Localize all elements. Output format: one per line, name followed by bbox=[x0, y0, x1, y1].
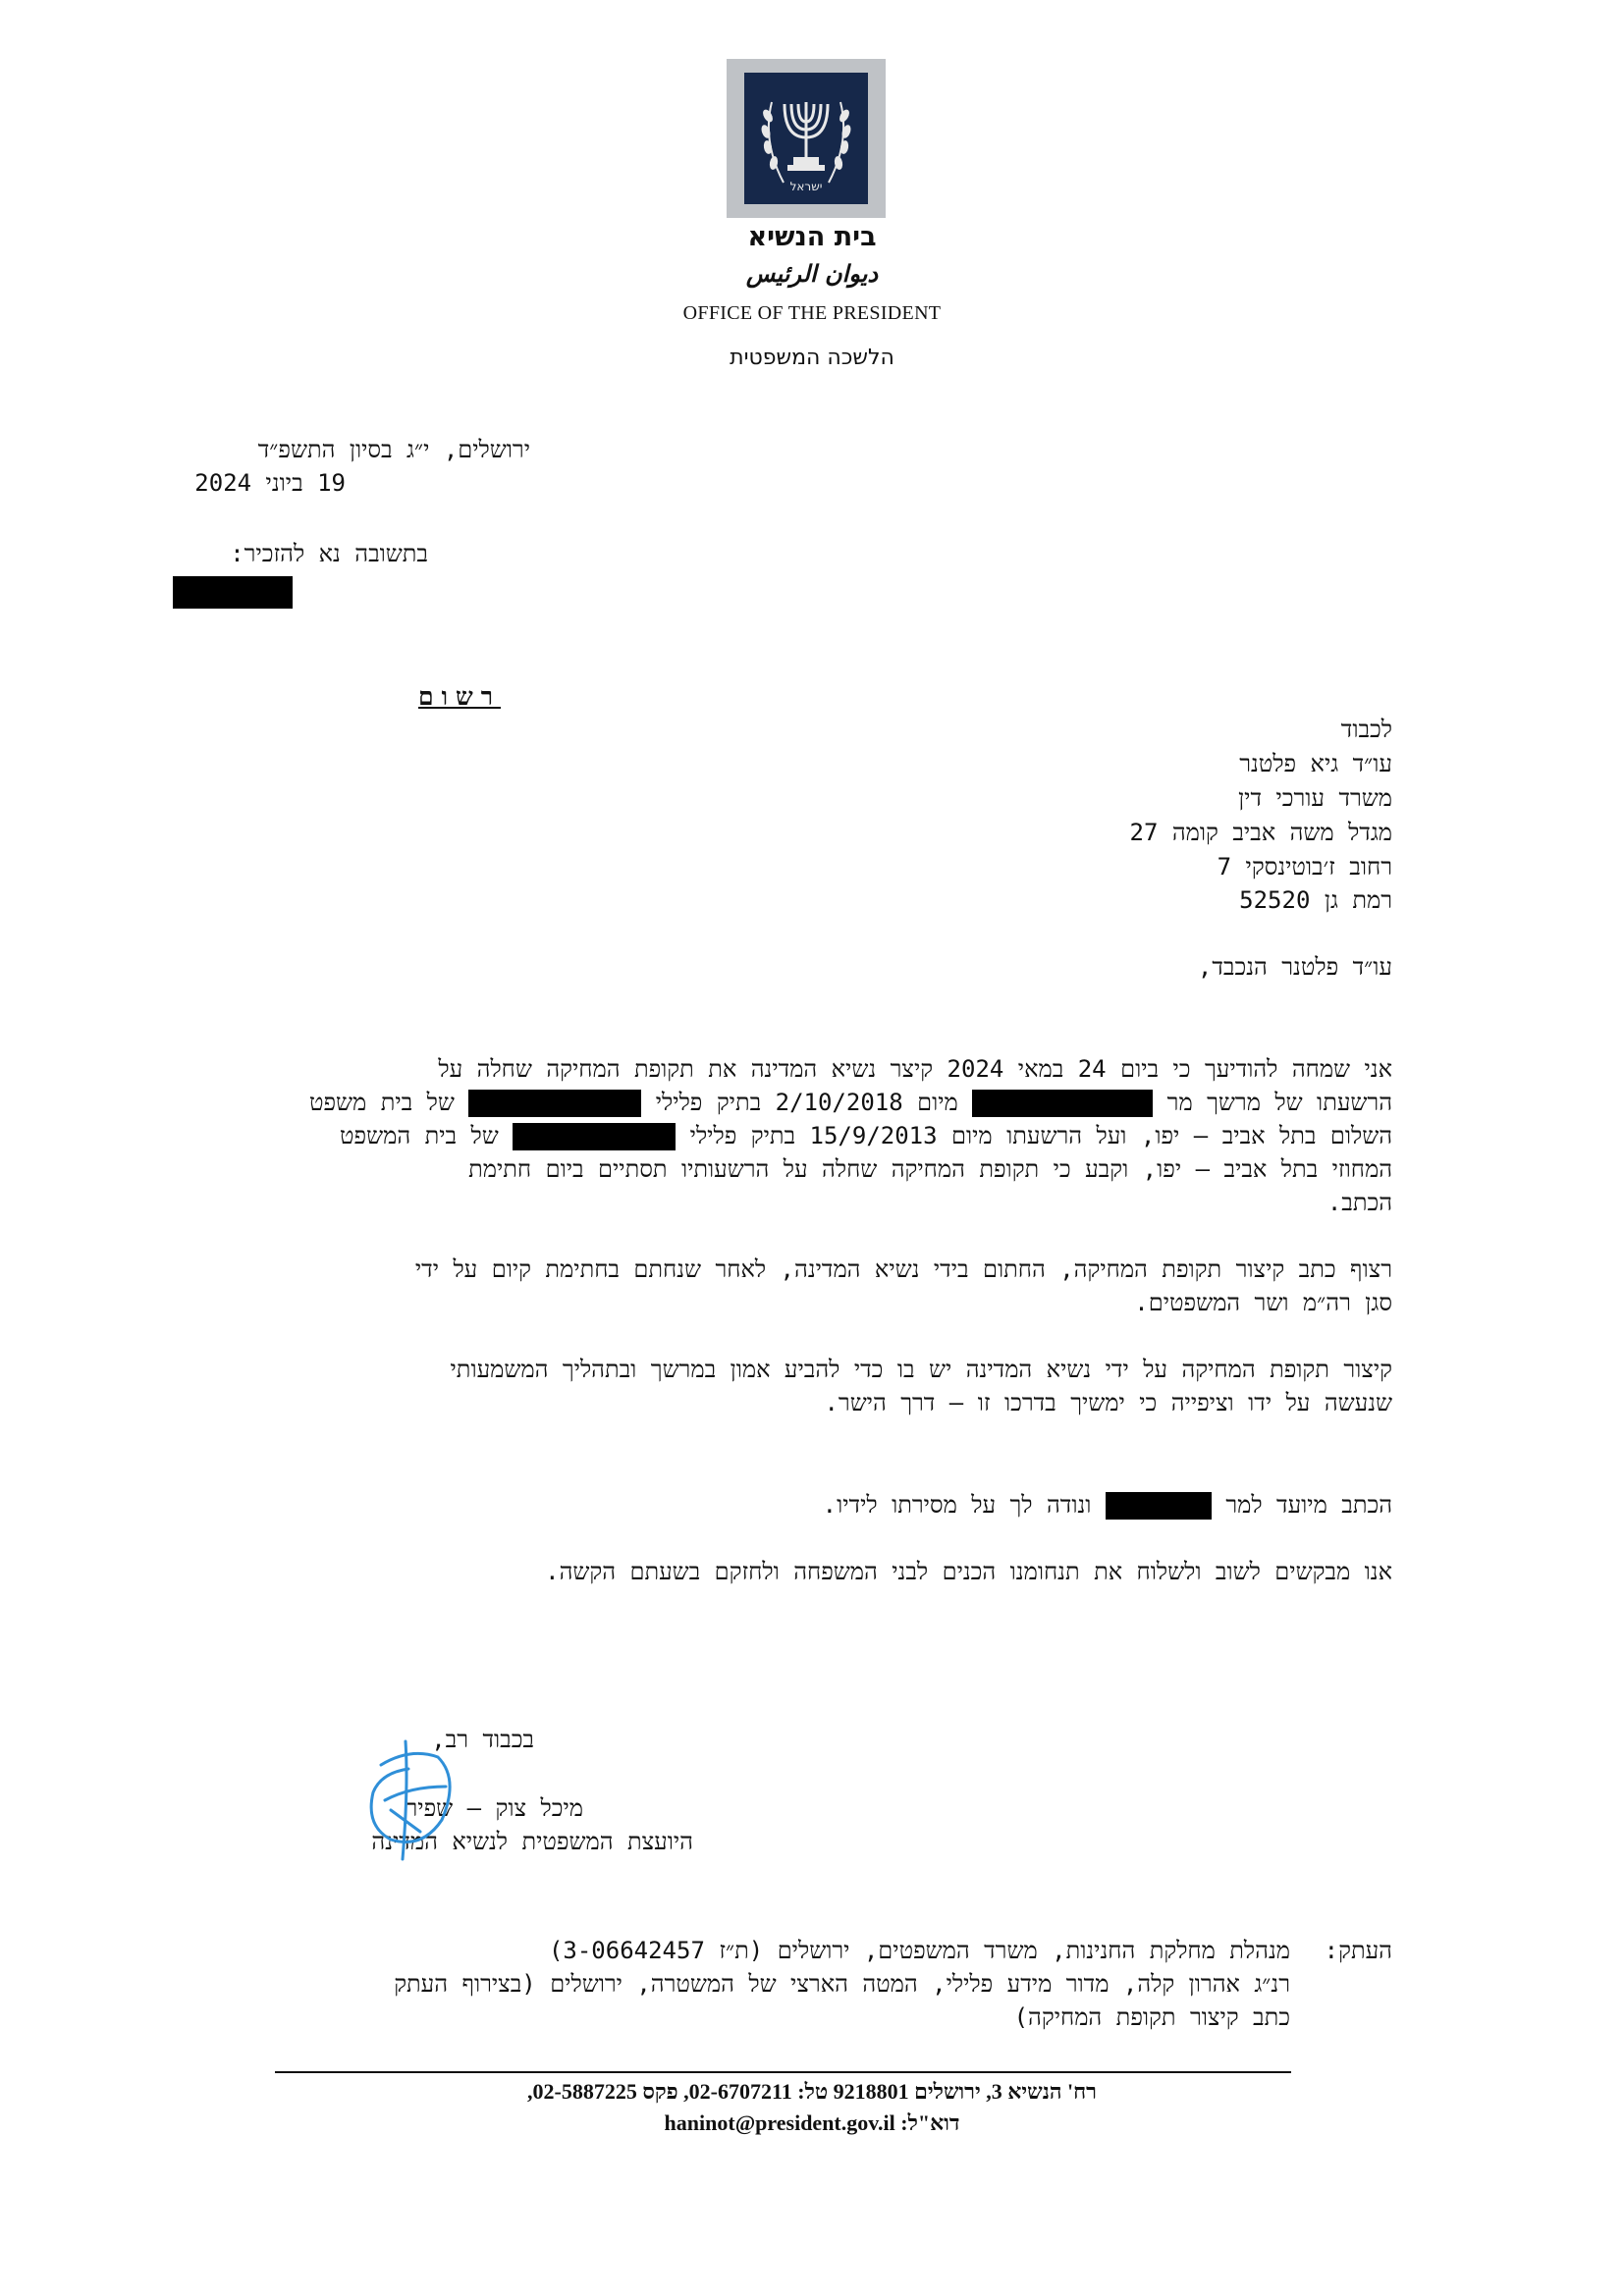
date-hebrew: ירושלים, י״ג בסיון התשפ״ד bbox=[257, 436, 530, 463]
menorah-emblem-icon bbox=[744, 73, 868, 204]
closing-regards: בכבוד רב, bbox=[431, 1726, 534, 1753]
redacted-client-name bbox=[1106, 1492, 1212, 1520]
cc-line3: כתב קיצור תקופת המחיקה) bbox=[1013, 2003, 1290, 2031]
redacted-case-number bbox=[468, 1090, 641, 1117]
handwritten-signature bbox=[352, 1730, 469, 1867]
recipient-greeting: לכבוד bbox=[1340, 716, 1392, 743]
paragraph2-line1: רצוף כתב קיצור תקופת המחיקה, החתום בידי נשיא המדינה, לאחר שנחתם בחתימת קיום על ידי bbox=[414, 1255, 1392, 1283]
paragraph1-line5: הכתב. bbox=[1326, 1189, 1392, 1216]
paragraph4: הכתב מיועד למר ונודה לך על מסירתו לידיו. bbox=[822, 1491, 1392, 1519]
paragraph1-line1: אני שמחה להודיעך כי ביום 24 במאי 2024 קיצר נשיא המדינה את תקופת המחיקה שחלה על bbox=[438, 1055, 1392, 1083]
cc-line2: רנ״ג אהרון קלה, מדור מידע פלילי, המטה הארצי של המשטרה, ירושלים (בצירוף העתק bbox=[394, 1970, 1290, 1998]
footer-email: דוא"ל: haninot@president.gov.il bbox=[664, 2110, 960, 2135]
footer-address: רח' הנשיא 3, ירושלים 9218801 טל: 02-6707211, פקס 02-5887225, bbox=[527, 2079, 1097, 2104]
cc-label: העתק: bbox=[1324, 1937, 1392, 1964]
redacted-client-name bbox=[972, 1090, 1153, 1117]
paragraph5: אנו מבקשים לשוב ולשלוח את תנחומנו הכנים לבני המשפחה ולחזקם בשעתם הקשה. bbox=[545, 1558, 1392, 1585]
paragraph1-line2: הרשעתו של מרשך מר מיום 2/10/2018 בתיק פלילי של בית משפט bbox=[308, 1089, 1392, 1116]
office-name-hebrew: בית הנשיא bbox=[747, 222, 877, 252]
recipient-address-street: רחוב ז׳בוטינסקי 7 bbox=[1217, 853, 1392, 881]
redacted-case-number bbox=[513, 1123, 676, 1150]
redacted-reference bbox=[173, 576, 293, 609]
emblem-frame bbox=[727, 59, 886, 218]
date-gregorian: 19 ביוני 2024 bbox=[194, 469, 346, 497]
registered-mail-label: רשום bbox=[418, 682, 501, 711]
paragraph3-line2: שנעשה על ידו וציפייה כי ימשיך בדרכו זו – דרך הישר. bbox=[824, 1389, 1392, 1416]
paragraph2-line2: סגן רה״מ ושר המשפטים. bbox=[1134, 1289, 1392, 1316]
paragraph3-line1: קיצור תקופת המחיקה על ידי נשיא המדינה יש בו כדי להביע אמון במרשך ובתהליך המשמעותי bbox=[450, 1356, 1392, 1383]
office-name-english: OFFICE OF THE PRESIDENT bbox=[682, 302, 942, 324]
office-name-arabic: ديوان الرئيس bbox=[745, 259, 879, 288]
recipient-name: עו״ד גיא פלטנר bbox=[1239, 750, 1392, 777]
reference-label: בתשובה נא להזכיר: bbox=[230, 540, 428, 567]
signatory-title: היועצת המשפטית לנשיא המדינה bbox=[371, 1828, 693, 1855]
signatory-name: מיכל צוק – שפיר bbox=[406, 1794, 583, 1822]
recipient-address-city: רמת גן 52520 bbox=[1239, 886, 1392, 914]
department-name: הלשכה המשפטית bbox=[730, 346, 894, 370]
salutation: עו״ד פלטנר הנכבד, bbox=[1197, 953, 1392, 981]
cc-line1: מנהלת מחלקת החנינות, משרד המשפטים, ירושלים (ת״ז 3-06642457) bbox=[548, 1937, 1290, 1964]
emblem-label: ישראל bbox=[789, 180, 823, 193]
state-emblem bbox=[744, 73, 868, 204]
recipient-firm: משרד עורכי דין bbox=[1238, 784, 1392, 812]
recipient-address-building: מגדל משה אביב קומה 27 bbox=[1129, 819, 1392, 846]
paragraph1-line4: המחוזי בתל אביב – יפו, וקבע כי תקופת המחיקה שחלה על הרשעותיו תסתיים ביום חתימת bbox=[468, 1155, 1392, 1183]
footer-divider bbox=[275, 2071, 1291, 2073]
paragraph1-line3: השלום בתל אביב – יפו, ועל הרשעתו מיום 15/9/2013 בתיק פלילי של בית המשפט bbox=[340, 1122, 1392, 1149]
